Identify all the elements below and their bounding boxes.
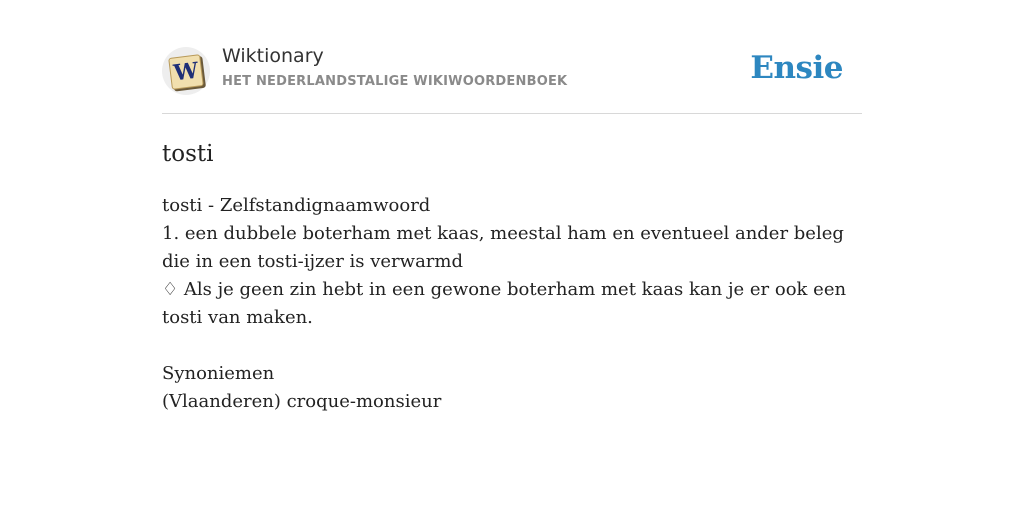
wiktionary-logo[interactable] <box>162 47 210 95</box>
part-of-speech-line: tosti - Zelfstandignaamwoord <box>162 195 431 216</box>
wiktionary-logo-icon: W <box>168 54 204 90</box>
synonyms-heading: Synoniemen <box>162 363 275 384</box>
definition-text: 1. een dubbele boterham met kaas, meestal ham en eventueel ander beleg die in een tosti-ijzer is verwarmd <box>162 223 844 272</box>
site-subtitle: HET NEDERLANDSTALIGE WIKIWOORDENBOEK <box>222 74 568 89</box>
site-title[interactable]: Wiktionary <box>222 45 324 67</box>
example-text: ♢ Als je geen zin hebt in een gewone boterham met kaas kan je er ook een tosti van maken. <box>162 279 847 328</box>
entry-body <box>162 192 862 416</box>
ensie-brand-link[interactable]: Ensie <box>750 50 843 86</box>
site-header <box>162 0 862 114</box>
synonym-item: (Vlaanderen) croque-monsieur <box>162 391 442 412</box>
spacer <box>162 332 862 360</box>
word-title: tosti <box>162 141 214 167</box>
page <box>162 0 862 416</box>
